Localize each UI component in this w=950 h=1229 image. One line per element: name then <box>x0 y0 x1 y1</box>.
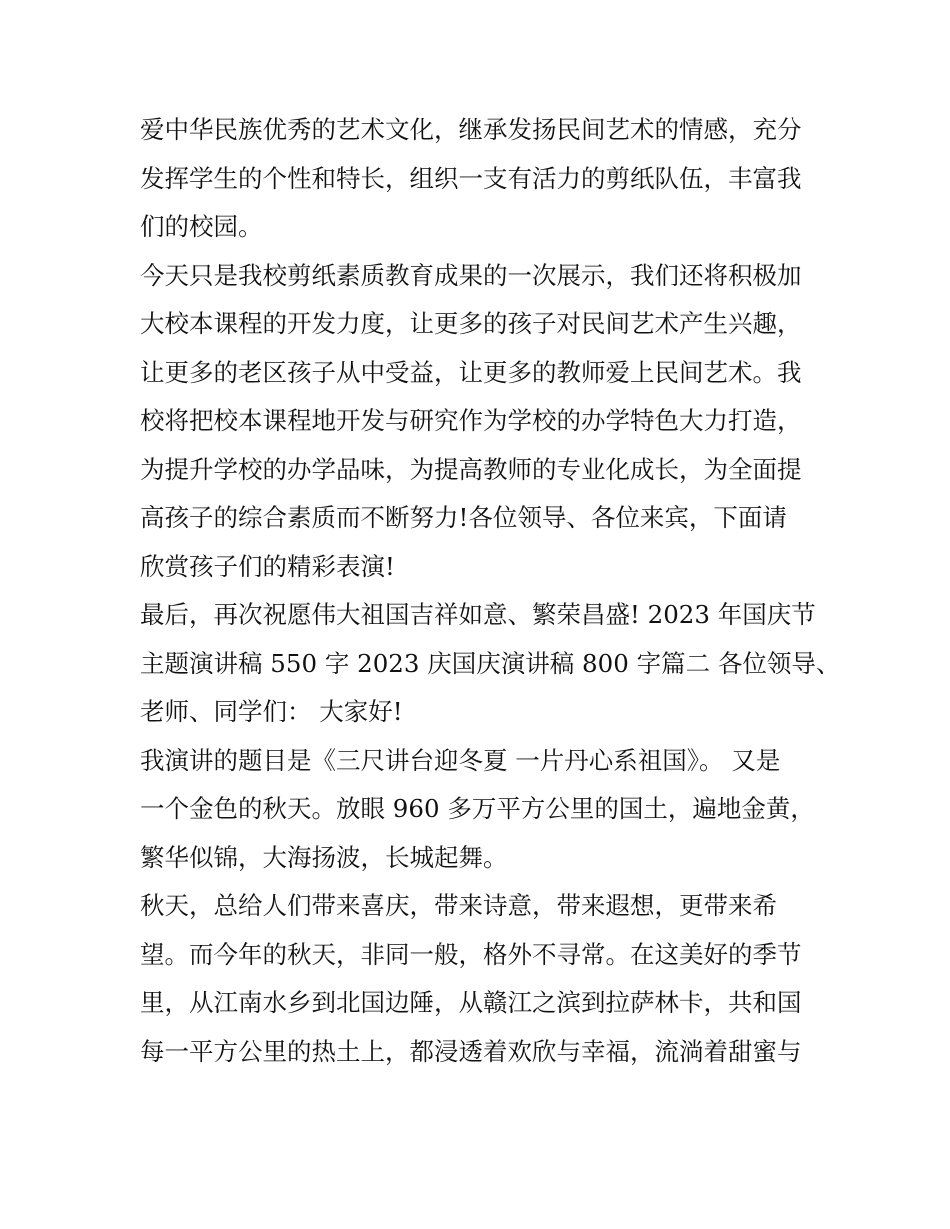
text-line-13: 老师、同学们： 大家好! <box>140 697 403 726</box>
text-line-9: 高孩子的综合素质而不断努力!各位领导、各位来宾，下面请 <box>140 503 787 532</box>
text-line-17: 秋天，总给人们带来喜庆，带来诗意，带来遐想，更带来希 <box>140 891 777 920</box>
text-line-19: 里，从江南水乡到北国边陲，从赣江之滨到拉萨林卡，共和国 <box>140 988 802 1017</box>
text-line-4: 今天只是我校剪纸素质教育成果的一次展示，我们还将积极加 <box>140 260 802 290</box>
text-line-3: 们的校园。 <box>140 212 263 241</box>
text-line-12: 主题演讲稿 550 字 2023 庆国庆演讲稿 800 字篇二 各位领导、 <box>140 648 841 678</box>
text-line-18: 望。而今年的秋天，非同一般，格外不寻常。在这美好的季节 <box>140 939 802 969</box>
text-line-15: 一个金色的秋天。放眼 960 多万平方公里的国土，遍地金黄， <box>140 794 815 823</box>
text-line-6: 让更多的老区孩子从中受益，让更多的教师爱上民间艺术。我 <box>140 357 802 387</box>
text-line-11: 最后，再次祝愿伟大祖国吉祥如意、繁荣昌盛! 2023 年国庆节 <box>140 600 816 629</box>
text-line-16: 繁华似锦，大海扬波，长城起舞。 <box>140 842 508 872</box>
text-line-10: 欣赏孩子们的精彩表演! <box>140 551 395 581</box>
text-line-14: 我演讲的题目是《三尺讲台迎冬夏 一片丹心系祖国》。 又是 <box>140 745 781 775</box>
text-line-5: 大校本课程的开发力度，让更多的孩子对民间艺术产生兴趣， <box>140 309 802 338</box>
text-line-2: 发挥学生的个性和特长，组织一支有活力的剪纸队伍，丰富我 <box>140 163 802 193</box>
text-line-7: 校将把校本课程地开发与研究作为学校的办学特色大力打造， <box>140 406 802 435</box>
document-body <box>140 106 841 1076</box>
text-line-8: 为提升学校的办学品味，为提高教师的专业化成长，为全面提 <box>140 454 802 484</box>
text-line-1: 爱中华民族优秀的艺术文化，继承发扬民间艺术的情感，充分 <box>140 115 802 144</box>
text-line-20: 每一平方公里的热土上，都浸透着欢欣与幸福，流淌着甜蜜与 <box>140 1036 802 1066</box>
